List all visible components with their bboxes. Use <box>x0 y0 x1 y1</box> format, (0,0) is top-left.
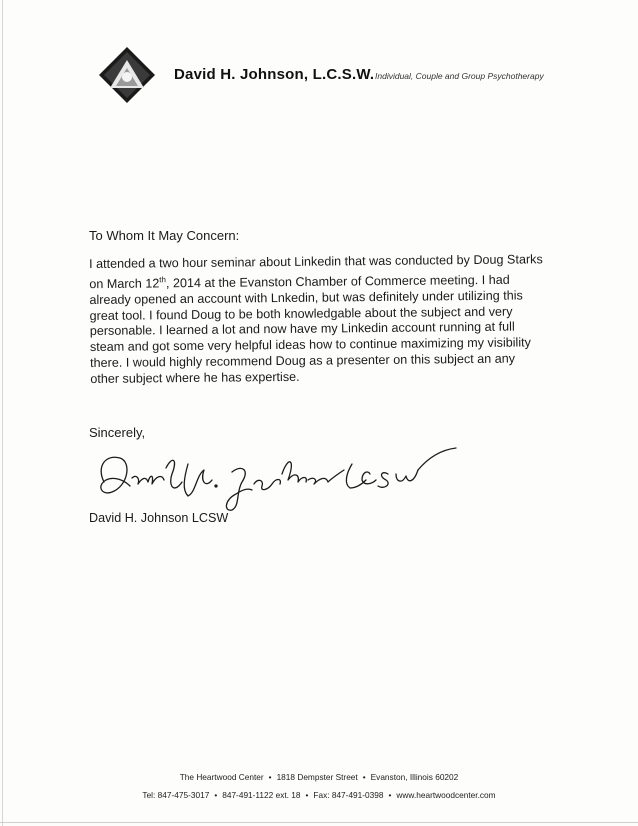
letterhead-name: David H. Johnson, L.C.S.W. <box>174 66 375 83</box>
footer-bullet: • <box>388 790 392 800</box>
footer-org: The Heartwood Center <box>179 772 264 782</box>
footer-fax: Fax: 847-491-0398 <box>313 790 384 800</box>
footer-city: Evanston, Illinois 60202 <box>370 772 459 782</box>
footer-tel2: 847-491-1122 ext. 18 <box>222 790 301 800</box>
footer-bullet: • <box>362 772 366 782</box>
footer-address <box>0 772 638 782</box>
footer-bullet: • <box>305 790 309 800</box>
footer-tel: Tel: 847-475-3017 <box>142 790 210 800</box>
page-edge-left <box>2 0 3 826</box>
letter-body-part2: , 2014 at the Evanston Chamber of Commerce meeting. I had already opened an account with Lnkedin, but was definitely under utilizing this great tool. I found Doug to be both knowledgable about the subject and very personable. I learned a lot and now have my Linkedin account running at full steam and got some very helpful ideas how to continue maximizing my visibility there. I would highly recommend Doug as a presenter on this subject an any other subject where he has expertise. <box>89 272 531 386</box>
footer-bullet: • <box>268 772 272 782</box>
letterhead-tagline: Individual, Couple and Group Psychotherapy <box>375 71 544 81</box>
letter-body <box>89 252 545 387</box>
handwritten-signature <box>92 434 482 514</box>
letter-body-part1: I attended a two hour seminar about Linkedin that was conducted by Doug Starks on March 12 <box>89 252 543 291</box>
footer-contact <box>0 790 638 800</box>
heartwood-logo-icon <box>98 46 156 104</box>
footer-web: www.heartwoodcenter.com <box>396 790 496 800</box>
footer-street: 1818 Dempster Street <box>276 772 358 782</box>
salutation: To Whom It May Concern: <box>89 228 240 243</box>
footer-bullet: • <box>214 790 218 800</box>
signer-name: David H. Johnson LCSW <box>89 511 229 525</box>
letter-body-ordinal: th <box>159 274 166 285</box>
page-edge-bottom <box>0 822 638 823</box>
closing: Sincerely, <box>89 425 146 440</box>
